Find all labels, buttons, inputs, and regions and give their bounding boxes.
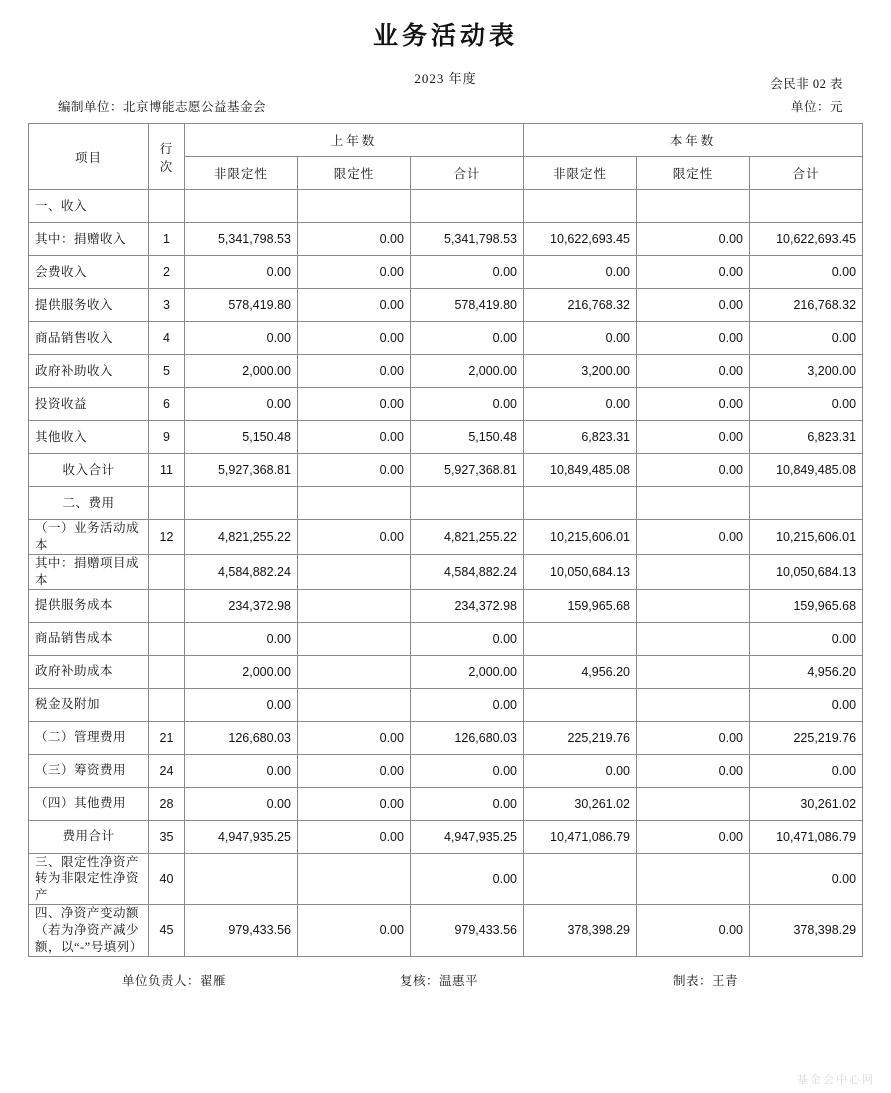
table-row [28, 289, 862, 322]
row-value-3: 126,680.03 [410, 721, 523, 754]
row-value-4 [524, 487, 637, 520]
row-value-1: 0.00 [184, 688, 297, 721]
row-label: 四、净资产变动额（若为净资产减少额，以“-”号填列） [28, 905, 148, 957]
col-header-line-no: 行次 [148, 124, 184, 190]
col-header-group-current-year: 本年数 [524, 124, 863, 157]
col-header-curr-total: 合计 [750, 157, 863, 190]
row-value-1: 126,680.03 [184, 721, 297, 754]
row-label: （一）业务活动成本 [28, 520, 148, 555]
row-value-3: 2,000.00 [410, 655, 523, 688]
row-value-5: 0.00 [637, 754, 750, 787]
row-value-6: 0.00 [750, 322, 863, 355]
row-value-5 [637, 688, 750, 721]
row-value-6 [750, 487, 863, 520]
row-label: 其他收入 [28, 421, 148, 454]
row-label: （二）管理费用 [28, 721, 148, 754]
table-row [28, 487, 862, 520]
row-label: 政府补助收入 [28, 355, 148, 388]
row-value-6: 0.00 [750, 256, 863, 289]
row-value-3: 4,821,255.22 [410, 520, 523, 555]
row-line-number: 2 [148, 256, 184, 289]
row-value-1: 578,419.80 [184, 289, 297, 322]
row-line-number: 6 [148, 388, 184, 421]
row-value-6: 216,768.32 [750, 289, 863, 322]
row-label: 收入合计 [28, 454, 148, 487]
row-value-6: 225,219.76 [750, 721, 863, 754]
row-value-1: 979,433.56 [184, 905, 297, 957]
row-value-2: 0.00 [297, 289, 410, 322]
reviewer: 复核：温惠平 [400, 973, 479, 988]
table-row [28, 520, 862, 555]
row-value-6: 10,849,485.08 [750, 454, 863, 487]
row-line-number [148, 655, 184, 688]
row-value-4: 159,965.68 [524, 589, 637, 622]
row-line-number: 21 [148, 721, 184, 754]
row-value-4: 10,471,086.79 [524, 820, 637, 853]
row-value-2: 0.00 [297, 787, 410, 820]
row-value-4: 10,050,684.13 [524, 554, 637, 589]
row-value-2: 0.00 [297, 820, 410, 853]
meta-row [0, 97, 891, 117]
row-value-3: 0.00 [410, 853, 523, 905]
row-value-1: 0.00 [184, 622, 297, 655]
col-header-curr-unrestricted: 非限定性 [524, 157, 637, 190]
row-value-4: 216,768.32 [524, 289, 637, 322]
table-row [28, 355, 862, 388]
row-value-6: 3,200.00 [750, 355, 863, 388]
row-label: 商品销售收入 [28, 322, 148, 355]
row-label: 投资收益 [28, 388, 148, 421]
row-value-4 [524, 190, 637, 223]
row-value-5 [637, 622, 750, 655]
row-value-6: 10,471,086.79 [750, 820, 863, 853]
row-value-1 [184, 853, 297, 905]
row-value-5 [637, 487, 750, 520]
row-value-2: 0.00 [297, 520, 410, 555]
table-row [28, 223, 862, 256]
row-value-1: 5,150.48 [184, 421, 297, 454]
row-value-3: 4,584,882.24 [410, 554, 523, 589]
row-value-4: 0.00 [524, 388, 637, 421]
table-row [28, 721, 862, 754]
row-value-5: 0.00 [637, 421, 750, 454]
row-value-4: 378,398.29 [524, 905, 637, 957]
row-line-number: 3 [148, 289, 184, 322]
row-value-5 [637, 787, 750, 820]
row-value-4: 0.00 [524, 754, 637, 787]
row-value-1: 2,000.00 [184, 655, 297, 688]
row-value-3: 0.00 [410, 622, 523, 655]
table-row [28, 421, 862, 454]
row-value-6 [750, 190, 863, 223]
table-row [28, 454, 862, 487]
row-value-1: 4,821,255.22 [184, 520, 297, 555]
row-value-6: 10,050,684.13 [750, 554, 863, 589]
col-header-curr-restricted: 限定性 [637, 157, 750, 190]
row-value-4: 10,215,606.01 [524, 520, 637, 555]
page-title: 业务活动表 [372, 23, 518, 50]
row-value-5 [637, 655, 750, 688]
row-value-2: 0.00 [297, 223, 410, 256]
row-value-5: 0.00 [637, 256, 750, 289]
row-value-5: 0.00 [637, 388, 750, 421]
row-value-2: 0.00 [297, 754, 410, 787]
table-row [28, 256, 862, 289]
table-row [28, 820, 862, 853]
row-value-1: 0.00 [184, 256, 297, 289]
row-value-3: 2,000.00 [410, 355, 523, 388]
row-value-3: 0.00 [410, 388, 523, 421]
row-value-6: 4,956.20 [750, 655, 863, 688]
row-value-2 [297, 655, 410, 688]
row-value-6: 0.00 [750, 388, 863, 421]
row-value-2: 0.00 [297, 905, 410, 957]
currency-unit: 单位：元 [790, 100, 843, 114]
preparer: 制表：王青 [673, 973, 739, 988]
row-value-2 [297, 190, 410, 223]
row-value-2: 0.00 [297, 355, 410, 388]
row-label: （四）其他费用 [28, 787, 148, 820]
row-line-number [148, 190, 184, 223]
row-value-5 [637, 589, 750, 622]
row-value-4: 4,956.20 [524, 655, 637, 688]
responsible-person: 单位负责人：翟雁 [122, 973, 227, 988]
row-value-4: 10,622,693.45 [524, 223, 637, 256]
row-label: 商品销售成本 [28, 622, 148, 655]
row-label: 其中：捐赠收入 [28, 223, 148, 256]
row-value-1: 5,927,368.81 [184, 454, 297, 487]
row-value-1: 0.00 [184, 388, 297, 421]
row-value-6: 10,622,693.45 [750, 223, 863, 256]
table-row [28, 787, 862, 820]
row-value-3: 234,372.98 [410, 589, 523, 622]
row-value-2 [297, 622, 410, 655]
row-value-2 [297, 688, 410, 721]
row-value-6: 0.00 [750, 622, 863, 655]
row-value-4 [524, 853, 637, 905]
row-value-2: 0.00 [297, 322, 410, 355]
row-value-2: 0.00 [297, 388, 410, 421]
report-period: 2023 年度 [414, 71, 477, 86]
col-header-prev-unrestricted: 非限定性 [184, 157, 297, 190]
row-line-number: 5 [148, 355, 184, 388]
signature-row [0, 971, 891, 995]
row-line-number: 9 [148, 421, 184, 454]
table-row [28, 554, 862, 589]
row-value-6: 30,261.02 [750, 787, 863, 820]
row-line-number: 12 [148, 520, 184, 555]
row-value-5 [637, 190, 750, 223]
row-value-1: 4,584,882.24 [184, 554, 297, 589]
row-value-5: 0.00 [637, 223, 750, 256]
row-label: 二、费用 [28, 487, 148, 520]
row-line-number: 24 [148, 754, 184, 787]
row-label: 提供服务成本 [28, 589, 148, 622]
activity-statement-table [28, 123, 863, 957]
row-value-2 [297, 554, 410, 589]
row-value-5 [637, 554, 750, 589]
row-line-number: 28 [148, 787, 184, 820]
row-value-3 [410, 487, 523, 520]
table-row [28, 589, 862, 622]
row-line-number [148, 554, 184, 589]
table-row [28, 622, 862, 655]
row-value-2: 0.00 [297, 421, 410, 454]
row-value-3 [410, 190, 523, 223]
row-value-1: 0.00 [184, 787, 297, 820]
col-header-item: 项目 [28, 124, 148, 190]
row-value-1: 5,341,798.53 [184, 223, 297, 256]
row-label: 会费收入 [28, 256, 148, 289]
row-line-number [148, 487, 184, 520]
row-label: 其中：捐赠项目成本 [28, 554, 148, 589]
col-header-prev-total: 合计 [410, 157, 523, 190]
row-value-4: 6,823.31 [524, 421, 637, 454]
row-value-1: 234,372.98 [184, 589, 297, 622]
row-value-6: 0.00 [750, 754, 863, 787]
row-value-2: 0.00 [297, 256, 410, 289]
table-row [28, 388, 862, 421]
document-page [0, 16, 891, 1093]
row-value-3: 979,433.56 [410, 905, 523, 957]
row-value-1: 0.00 [184, 754, 297, 787]
row-value-1: 4,947,935.25 [184, 820, 297, 853]
row-value-3: 0.00 [410, 787, 523, 820]
row-line-number: 11 [148, 454, 184, 487]
row-value-5: 0.00 [637, 355, 750, 388]
row-line-number: 45 [148, 905, 184, 957]
row-value-3: 0.00 [410, 322, 523, 355]
table-head [28, 124, 862, 190]
row-value-3: 578,419.80 [410, 289, 523, 322]
row-line-number: 1 [148, 223, 184, 256]
row-value-5 [637, 853, 750, 905]
row-value-4 [524, 688, 637, 721]
row-label: 一、收入 [28, 190, 148, 223]
row-value-1: 0.00 [184, 322, 297, 355]
row-value-5: 0.00 [637, 322, 750, 355]
row-value-4: 0.00 [524, 322, 637, 355]
row-line-number [148, 688, 184, 721]
row-value-2 [297, 589, 410, 622]
row-value-1 [184, 487, 297, 520]
table-row [28, 905, 862, 957]
table-body [28, 190, 862, 957]
row-line-number: 35 [148, 820, 184, 853]
table-row [28, 655, 862, 688]
form-code: 会民非 02 表 [770, 77, 843, 91]
row-value-4: 0.00 [524, 256, 637, 289]
row-label: （三）筹资费用 [28, 754, 148, 787]
row-value-5: 0.00 [637, 454, 750, 487]
row-line-number: 40 [148, 853, 184, 905]
row-value-4: 30,261.02 [524, 787, 637, 820]
row-value-3: 0.00 [410, 754, 523, 787]
compiler-unit: 编制单位：北京博能志愿公益基金会 [58, 100, 267, 114]
row-line-number [148, 622, 184, 655]
row-line-number: 4 [148, 322, 184, 355]
table-row [28, 322, 862, 355]
row-label: 税金及附加 [28, 688, 148, 721]
row-line-number [148, 589, 184, 622]
table-header-row-1 [28, 124, 862, 157]
row-value-5: 0.00 [637, 289, 750, 322]
row-label: 费用合计 [28, 820, 148, 853]
row-value-4 [524, 622, 637, 655]
row-value-3: 5,341,798.53 [410, 223, 523, 256]
row-value-1: 2,000.00 [184, 355, 297, 388]
row-value-3: 0.00 [410, 256, 523, 289]
watermark: 基金会中心网 [797, 1074, 875, 1086]
row-value-3: 4,947,935.25 [410, 820, 523, 853]
col-header-group-prev-year: 上年数 [184, 124, 523, 157]
row-value-3: 5,150.48 [410, 421, 523, 454]
row-value-2 [297, 853, 410, 905]
row-value-5: 0.00 [637, 721, 750, 754]
row-value-2: 0.00 [297, 721, 410, 754]
row-value-6: 0.00 [750, 853, 863, 905]
row-value-1 [184, 190, 297, 223]
row-value-4: 10,849,485.08 [524, 454, 637, 487]
row-label: 提供服务收入 [28, 289, 148, 322]
row-value-6: 10,215,606.01 [750, 520, 863, 555]
row-value-2: 0.00 [297, 454, 410, 487]
col-header-prev-restricted: 限定性 [297, 157, 410, 190]
row-value-5: 0.00 [637, 820, 750, 853]
row-value-6: 6,823.31 [750, 421, 863, 454]
row-value-6: 159,965.68 [750, 589, 863, 622]
row-value-5: 0.00 [637, 905, 750, 957]
row-value-6: 378,398.29 [750, 905, 863, 957]
row-label: 三、限定性净资产转为非限定性净资产 [28, 853, 148, 905]
row-value-4: 225,219.76 [524, 721, 637, 754]
row-value-4: 3,200.00 [524, 355, 637, 388]
row-value-5: 0.00 [637, 520, 750, 555]
table-row [28, 754, 862, 787]
row-value-6: 0.00 [750, 688, 863, 721]
table-row [28, 190, 862, 223]
row-value-3: 0.00 [410, 688, 523, 721]
row-value-3: 5,927,368.81 [410, 454, 523, 487]
table-row [28, 853, 862, 905]
row-value-2 [297, 487, 410, 520]
row-label: 政府补助成本 [28, 655, 148, 688]
table-row [28, 688, 862, 721]
